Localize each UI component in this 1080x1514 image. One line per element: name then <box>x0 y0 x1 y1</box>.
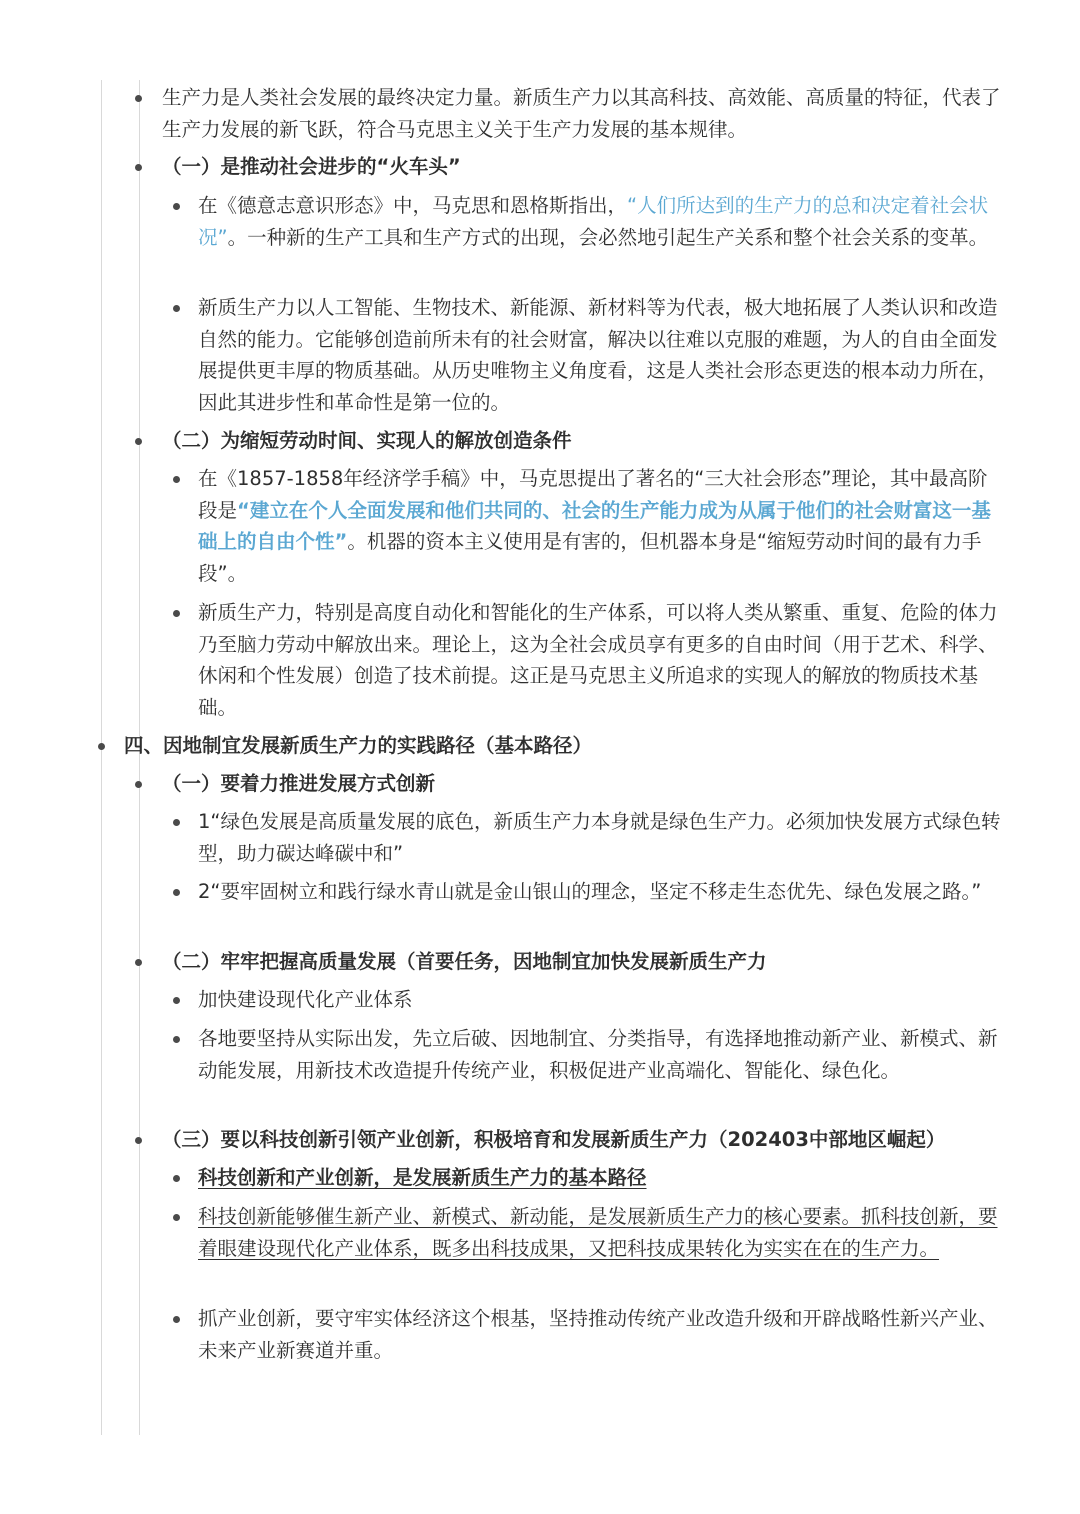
paragraph-automation: 新质生产力，特别是高度自动化和智能化的生产体系，可以将人类从繁重、重复、危险的体力乃至脑力劳动中解放出来。理论上，这为全社会成员享有更多的自由时间（用于艺术、科学、休闲和个性发展）创造了技术前提。这正是马克思主义所追求的实现人的解放的物质技术基础。 <box>198 601 998 719</box>
bullet-icon <box>135 95 142 102</box>
quote-link[interactable]: “建立在个人全面发展和他们共同的、社会的生产能力成为从属于他们的社会财富这一基础上的自由个性” <box>198 498 991 553</box>
paragraph-manuscript <box>198 463 1002 589</box>
paragraph-basic-path: 科技创新和产业创新，是发展新质生产力的基本路径 <box>198 1166 647 1189</box>
heading-locomotive: （一）是推动社会进步的“火车头” <box>162 155 461 178</box>
paragraph-productivity: 生产力是人类社会发展的最终决定力量。新质生产力以其高科技、高效能、高质量的特征，代表了生产力发展的新飞跃，符合马克思主义关于生产力发展的基本规律。 <box>162 86 1001 141</box>
text-segment: 在《1857-1858年经济学手稿》中，马克思提出了著名的“三大社会形态”理论，其中最高阶段是 <box>198 467 988 522</box>
bullet-icon <box>173 610 180 617</box>
outline-guide-level1 <box>101 80 102 1435</box>
text-segment: 。一种新的生产工具和生产方式的出现，会必然地引起生产关系和整个社会关系的变革。 <box>227 225 989 249</box>
heading-labor-time: （二）为缩短劳动时间、实现人的解放创造条件 <box>162 429 572 452</box>
bullet-icon <box>173 1214 180 1221</box>
paragraph-green-1: 1“绿色发展是高质量发展的底色，新质生产力本身就是绿色生产力。必须加快发展方式绿色转型，助力碳达峰碳中和” <box>198 810 1001 865</box>
paragraph-ideology <box>198 190 1002 253</box>
heading-section-four: 四、因地制宜发展新质生产力的实践路径（基本路径） <box>124 734 593 757</box>
bullet-icon <box>173 203 180 210</box>
underlined-text: 科技创新能够催生新产业、新模式、新动能，是发展新质生产力的核心要素。抓科技创新，要着眼建设现代化产业体系，既多出科技成果，又把科技成果转化为实实在在的生产力。 <box>198 1205 998 1260</box>
paragraph-industrial-system: 加快建设现代化产业体系 <box>198 988 413 1011</box>
bullet-icon <box>98 743 105 750</box>
bullet-icon <box>173 305 180 312</box>
bullet-icon <box>135 781 142 788</box>
bullet-icon <box>135 1137 142 1144</box>
text-segment: 在《德意志意识形态》中，马克思和恩格斯指出， <box>198 194 628 217</box>
heading-high-quality: （二）牢牢把握高质量发展（首要任务，因地制宜加快发展新质生产力 <box>162 950 767 973</box>
heading-development-mode: （一）要着力推进发展方式创新 <box>162 772 436 795</box>
bullet-icon <box>173 997 180 1004</box>
bullet-icon <box>173 1316 180 1323</box>
paragraph-new-technology: 新质生产力以人工智能、生物技术、新能源、新材料等为代表，极大地拓展了人类认识和改造自然的能力。它能够创造前所未有的社会财富，解决以往难以克服的难题，为人的自由全面发展提供更丰厚的物质基础。从历史唯物主义角度看，这是人类社会形态更迭的根本动力所在，因此其进步性和革命性是第一位的。 <box>198 296 998 414</box>
bullet-icon <box>173 476 180 483</box>
bullet-icon <box>135 438 142 445</box>
paragraph-core-element <box>198 1201 1002 1264</box>
paragraph-local-conditions: 各地要坚持从实际出发，先立后破、因地制宜、分类指导，有选择地推动新产业、新模式、新动能发展，用新技术改造提升传统产业，积极促进产业高端化、智能化、绿色化。 <box>198 1027 998 1082</box>
heading-tech-innovation: （三）要以科技创新引领产业创新，积极培育和发展新质生产力（202403中部地区崛起） <box>162 1128 946 1151</box>
quote-link[interactable]: “人们所达到的生产力的总和决定着社会状况” <box>198 194 989 249</box>
paragraph-green-2: 2“要牢固树立和践行绿水青山就是金山银山的理念，坚定不移走生态优先、绿色发展之路。” <box>198 880 982 903</box>
bullet-icon <box>173 819 180 826</box>
bullet-icon <box>173 1036 180 1043</box>
bullet-icon <box>135 164 142 171</box>
paragraph-industry-innovation: 抓产业创新，要守牢实体经济这个根基，坚持推动传统产业改造升级和开辟战略性新兴产业、未来产业新赛道并重。 <box>198 1307 998 1362</box>
text-segment: 。机器的资本主义使用是有害的，但机器本身是“缩短劳动时间的最有力手段”。 <box>198 530 982 585</box>
bullet-icon <box>135 959 142 966</box>
bullet-icon <box>173 1175 180 1182</box>
bullet-icon <box>173 889 180 896</box>
